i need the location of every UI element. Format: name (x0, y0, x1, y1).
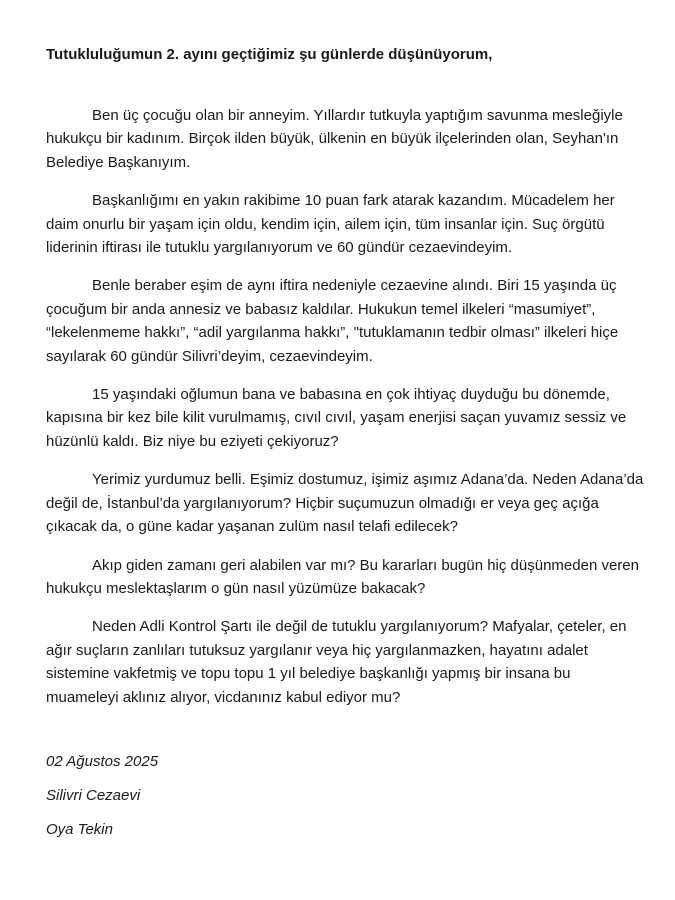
letter-paragraph-1: Ben üç çocuğu olan bir anneyim. Yıllardır tutkuyla yaptığım savunma mesleğiyle hukukçu bir kadınım. Birçok ilden büyük, ülkenin en büyük ilçelerinden olan, Seyhan'ın Belediye Başkanıyım. (46, 107, 623, 171)
letter-paragraph-4: 15 yaşındaki oğlumun bana ve babasına en çok ihtiyaç duyduğu bu dönemde, kapısına bir kez bile kilit vurulmamış, cıvıl cıvıl, yaşam enerjisi saçan yuvamız sessiz ve hüzünlü kaldı. Biz niye bu eziyeti çekiyoruz? (46, 386, 627, 450)
letter-heading: Tutukluluğumun 2. ayını geçtiğimiz şu günlerde düşünüyorum, (46, 46, 493, 63)
signature-date: 02 Ağustos 2025 (46, 752, 159, 770)
letter-paragraph-6: Akıp giden zamanı geri alabilen var mı? Bu kararları bugün hiç düşünmeden veren hukukçu meslektaşlarım o gün nasıl yüzümüze bakacak? (46, 556, 639, 597)
letter-paragraph-3: Benle beraber eşim de aynı iftira nedeniyle cezaevine alındı. Biri 15 yaşında üç çocuğum bir anda annesiz ve babasız kaldılar. Hukukun temel ilkeleri “masumiyet”, “lekelenmeme hakkı”, “adil yargılanma hakkı”, "tutuklamanın tedbir olması” ilkeleri hiçe sayılarak 60 gündür Silivri’deyim, cezaevindeyim. (46, 277, 619, 365)
letter-paragraph-7: Neden Adli Kontrol Şartı ile değil de tutuklu yargılanıyorum? Mafyalar, çeteler, en ağır suçların zanlıları tutuksuz yargılanır veya hiç yargılanmazken, hayatını adalet sistemine vakfetmiş ve topu topu 1 yıl belediye başkanlığı yapmış bir insana bu muameleyi aklınız alıyor, vicdanınız kabul ediyor mu? (46, 618, 627, 706)
letter (46, 44, 646, 854)
signature-block (46, 752, 646, 840)
signature-name: Oya Tekin (46, 820, 113, 838)
signature-place: Silivri Cezaevi (46, 786, 141, 804)
letter-paragraph-5: Yerimiz yurdumuz belli. Eşimiz dostumuz, işimiz aşımız Adana’da. Neden Adana’da değil de, İstanbul’da yargılanıyorum? Hiçbir suçumuzun olmadığı er veya geç açığa çıkacak da, o güne kadar yaşanan zulüm nasıl telafi edilecek? (46, 471, 644, 536)
letter-paragraph-2: Başkanlığımı en yakın rakibime 10 puan fark atarak kazandım. Mücadelem her daim onurlu bir yaşam için oldu, kendim için, ailem için, tüm insanlar için. Suç örgütü liderinin iftirası ile tutuklu yargılanıyorum ve 60 gündür cezaevindeyim. (46, 192, 615, 257)
